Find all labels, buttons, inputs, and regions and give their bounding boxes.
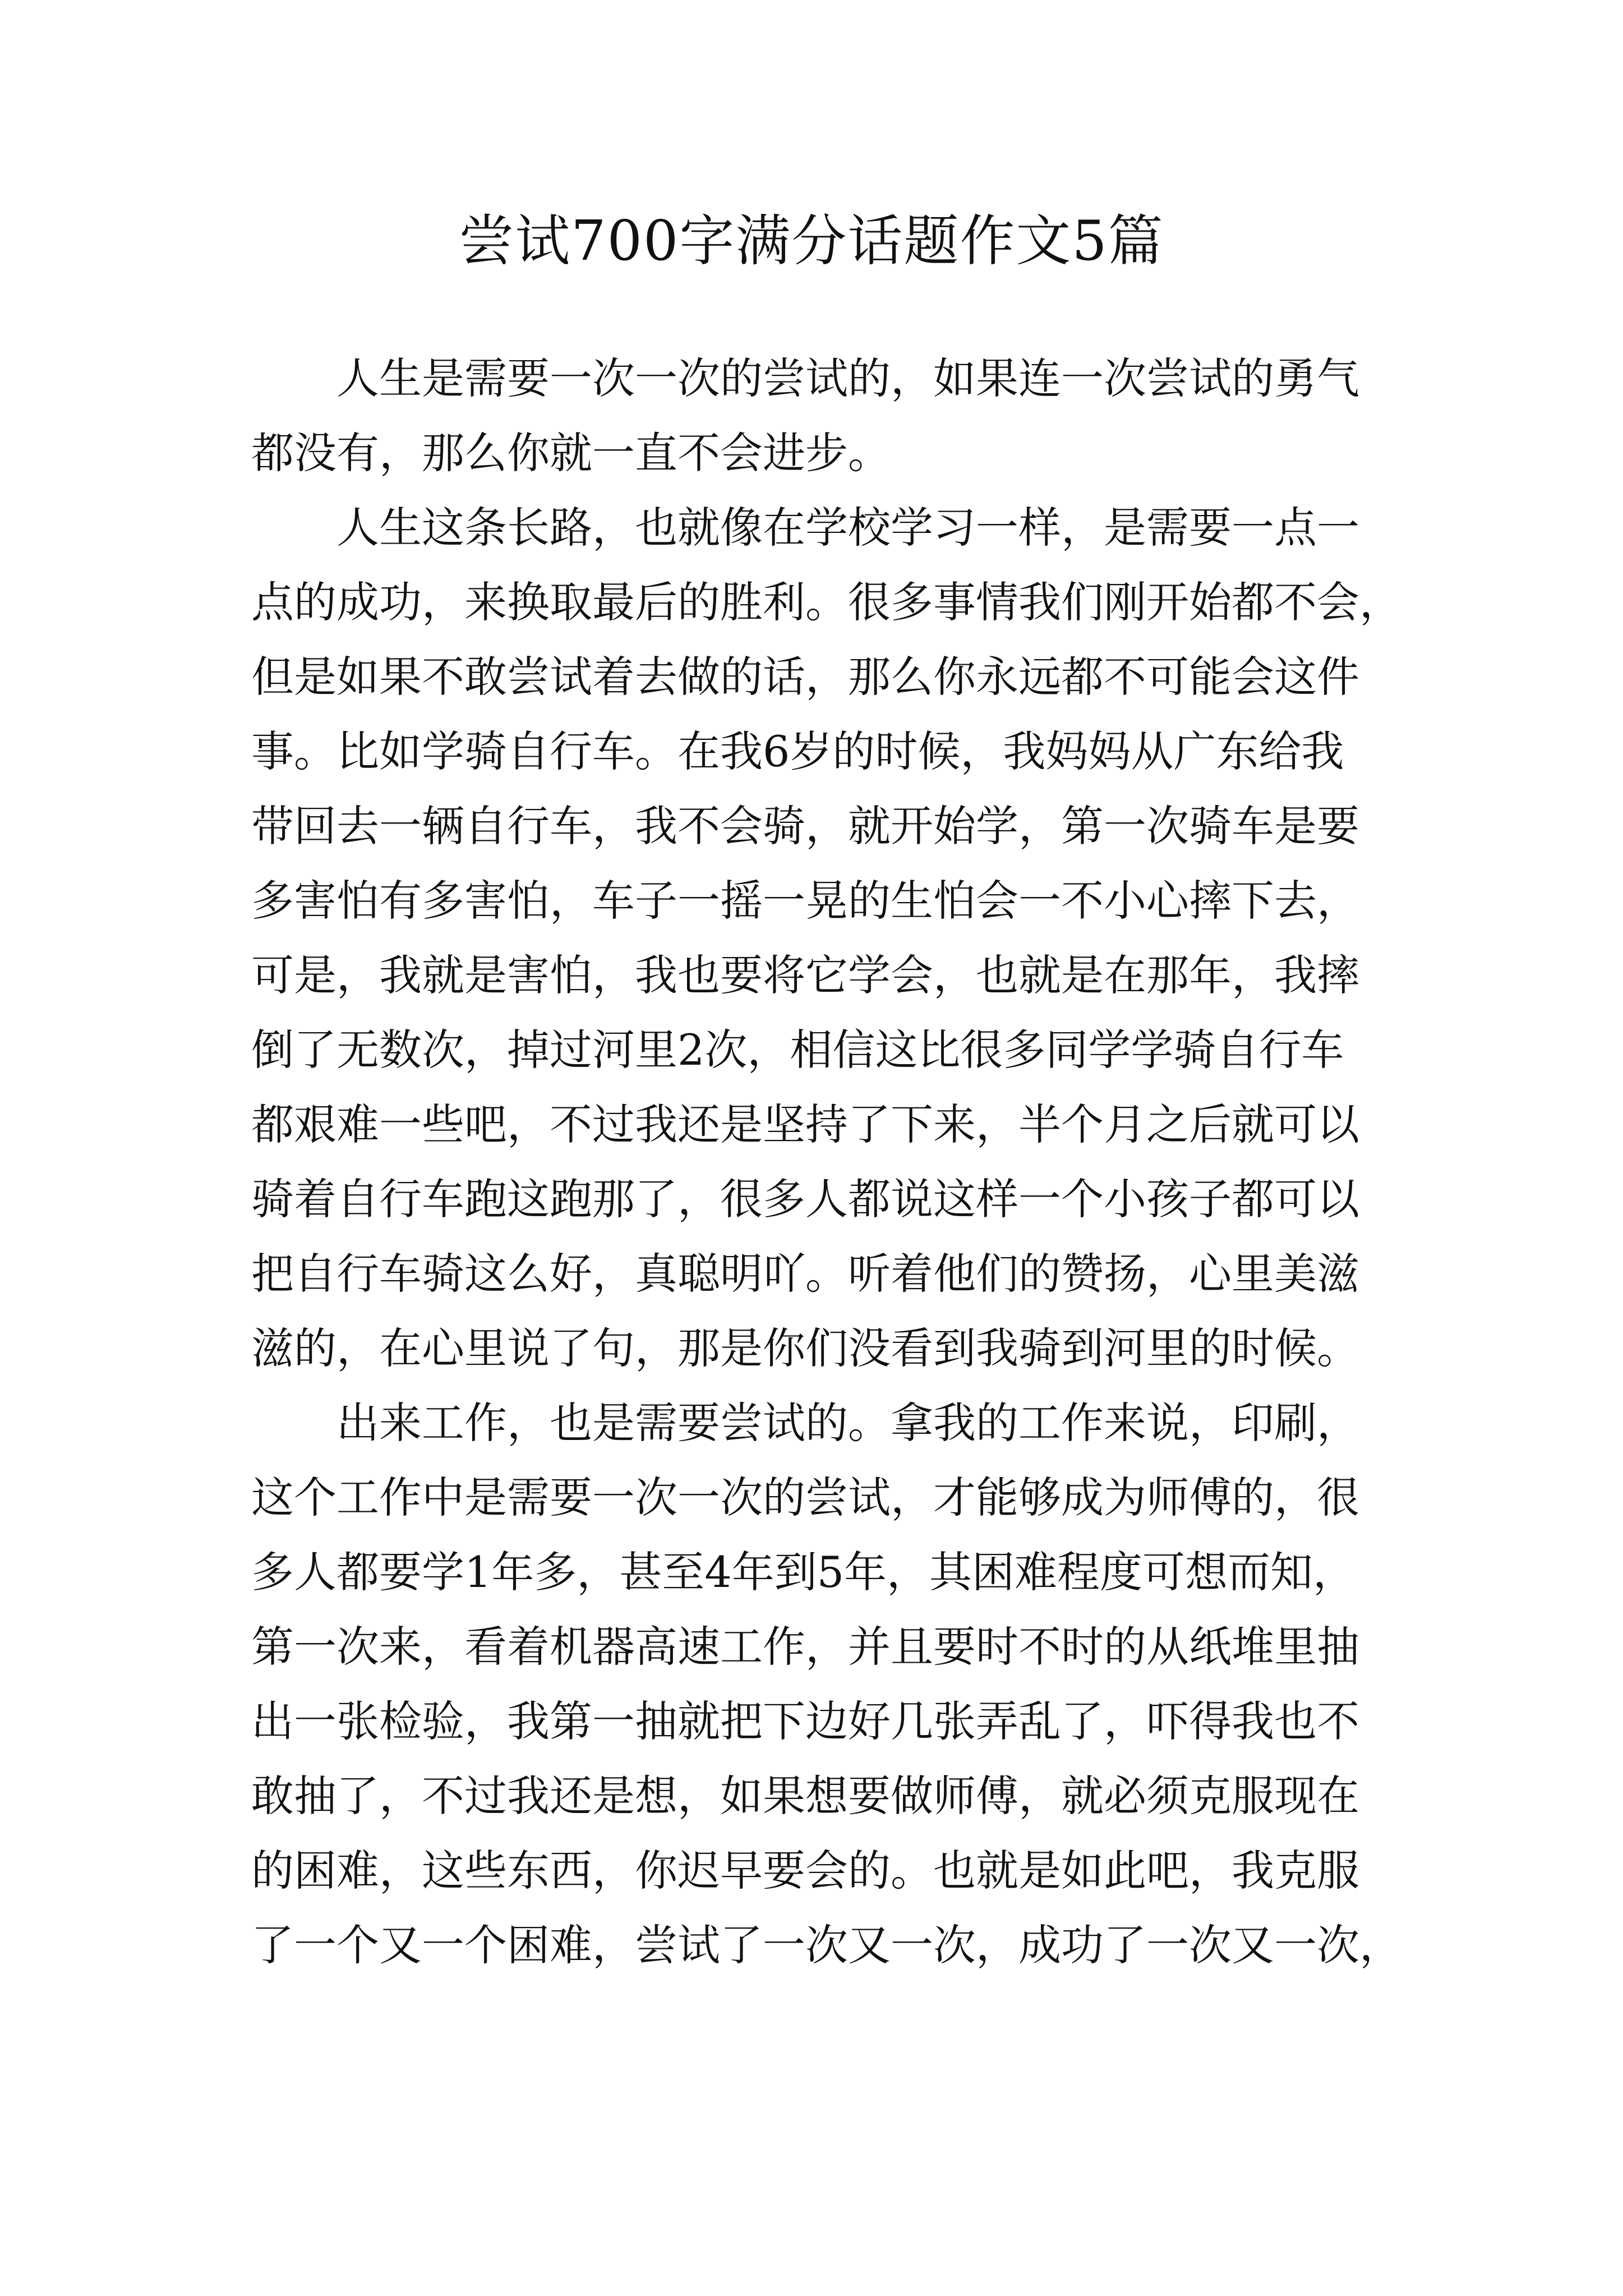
paragraph-3-line-1: 出来工作，也是需要尝试的。拿我的工作来说，印刷，	[336, 1398, 1359, 1448]
paragraph-3-line-7: 的困难，这些东西，你迟早要会的。也就是如此吧，我克服	[251, 1846, 1359, 1895]
paragraph-2-line-5: 带回去一辆自行车，我不会骑，就开始学，第一次骑车是要	[251, 801, 1359, 851]
paragraph-3-line-5: 出一张检验，我第一抽就把下边好几张弄乱了，吓得我也不	[251, 1696, 1359, 1746]
paragraph-2-line-4: 事。比如学骑自行车。在我6岁的时候，我妈妈从广东给我	[251, 726, 1344, 776]
paragraph-2-line-1: 人生这条长路，也就像在学校学习一样，是需要一点一	[336, 503, 1359, 553]
paragraph-2-line-8: 倒了无数次，掉过河里2次，相信这比很多同学学骑自行车	[251, 1025, 1344, 1075]
paragraph-3-line-8: 了一个又一个困难，尝试了一次又一次，成功了一次又一次，	[251, 1920, 1402, 1970]
paragraph-2-line-7: 可是，我就是害怕，我也要将它学会，也就是在那年，我摔	[251, 950, 1359, 1000]
paragraph-3-line-2: 这个工作中是需要一次一次的尝试，才能够成为师傅的，很	[251, 1473, 1359, 1522]
paragraph-2-line-9: 都艰难一些吧，不过我还是坚持了下来，半个月之后就可以	[251, 1099, 1359, 1149]
document-title: 尝试700字满分话题作文5篇	[459, 209, 1164, 273]
document-body	[251, 341, 1402, 1982]
paragraph-3-line-3: 多人都要学1年多，甚至4年到5年，其困难程度可想而知，	[251, 1547, 1356, 1597]
paragraph-2-line-6: 多害怕有多害怕，车子一摇一晃的生怕会一不小心摔下去，	[251, 876, 1359, 926]
paragraph-2-line-10: 骑着自行车跑这跑那了，很多人都说这样一个小孩子都可以	[251, 1174, 1359, 1224]
paragraph-2-line-11: 把自行车骑这么好，真聪明吖。听着他们的赞扬，心里美滋	[251, 1249, 1359, 1299]
paragraph-3-line-4: 第一次来，看着机器高速工作，并且要时不时的从纸堆里抽	[251, 1622, 1359, 1672]
paragraph-2-line-12: 滋的，在心里说了句，那是你们没看到我骑到河里的时候。	[251, 1323, 1359, 1373]
paragraph-2-line-2: 点的成功，来换取最后的胜利。很多事情我们刚开始都不会，	[251, 577, 1402, 627]
paragraph-2-line-3: 但是如果不敢尝试着去做的话，那么你永远都不可能会这件	[251, 652, 1359, 702]
paragraph-1-line-1: 人生是需要一次一次的尝试的，如果连一次尝试的勇气	[336, 353, 1359, 403]
paragraph-3-line-6: 敢抽了，不过我还是想，如果想要做师傅，就必须克服现在	[251, 1771, 1359, 1821]
paragraph-1-line-2: 都没有，那么你就一直不会进步。	[251, 428, 891, 478]
